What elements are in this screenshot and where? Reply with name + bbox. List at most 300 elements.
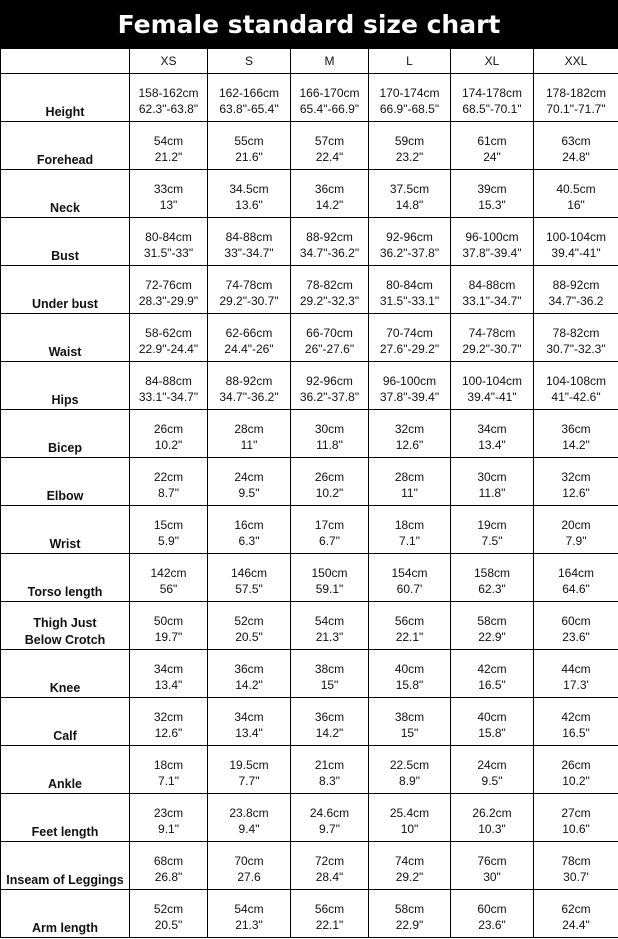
cm-value: 59cm (394, 134, 425, 148)
cm-value: 34cm (234, 710, 264, 724)
inch-value: 12.6" (562, 486, 590, 500)
size-value-cell (291, 650, 369, 698)
inch-value: 11" (240, 438, 258, 452)
cm-value: 26cm (153, 422, 184, 436)
inch-value: 22.9" (395, 918, 424, 932)
size-header: M (291, 49, 369, 74)
size-value-cell (369, 266, 451, 314)
size-value-cell (534, 842, 618, 890)
inch-value: 9.5" (238, 486, 260, 500)
measurement-label: Knee (1, 650, 130, 698)
cm-value: 58-62cm (145, 326, 192, 340)
size-value-cell (451, 650, 534, 698)
size-value-cell (534, 506, 618, 554)
size-value-cell (130, 170, 208, 218)
size-header-row (1, 49, 618, 74)
size-value-cell (130, 266, 208, 314)
table-row (1, 506, 618, 554)
cm-value: 17cm (314, 518, 345, 532)
measurement-label: Wrist (1, 506, 130, 554)
inch-value: 13" (159, 198, 178, 212)
measurement-label: Thigh Just Below Crotch (1, 602, 130, 650)
cm-value: 18cm (153, 758, 184, 772)
cm-value: 70cm (234, 854, 264, 868)
cm-value: 18cm (394, 518, 425, 532)
cm-value: 96-100cm (382, 374, 437, 388)
cm-value: 28cm (394, 470, 425, 484)
measurement-label: Hips (1, 362, 130, 410)
cm-value: 33cm (153, 182, 184, 196)
measurement-label: Height (1, 74, 130, 122)
cm-value: 22.5cm (389, 758, 430, 772)
size-value-cell (451, 602, 534, 650)
inch-value: 14.2" (235, 678, 263, 692)
cm-value: 61cm (477, 134, 507, 148)
table-row (1, 458, 618, 506)
cm-value: 66-70cm (306, 326, 353, 340)
inch-value: 15.3" (478, 198, 506, 212)
size-value-cell (369, 794, 451, 842)
cm-value: 84-88cm (145, 374, 192, 388)
size-value-cell (208, 122, 291, 170)
size-value-cell (369, 890, 451, 938)
inch-value: 26.8" (154, 870, 183, 884)
table-row (1, 746, 618, 794)
inch-value: 36.2"-37.8" (299, 390, 360, 404)
inch-value: 27.6"-29.2" (379, 342, 440, 356)
cm-value: 19.5cm (229, 758, 269, 772)
size-value-cell (534, 266, 618, 314)
size-value-cell (451, 218, 534, 266)
table-row (1, 698, 618, 746)
table-row (1, 554, 618, 602)
inch-value: 37.8"-39.4" (379, 390, 440, 404)
cm-value: 146cm (230, 566, 268, 580)
cm-value: 78cm (561, 854, 591, 868)
size-value-cell (534, 410, 618, 458)
measurement-label: Under bust (1, 266, 130, 314)
size-value-cell (130, 794, 208, 842)
size-value-cell (451, 794, 534, 842)
size-value-cell (291, 698, 369, 746)
size-value-cell (534, 314, 618, 362)
inch-value: 20.5" (154, 918, 183, 932)
size-value-cell (369, 698, 451, 746)
cm-value: 74cm (394, 854, 425, 868)
cm-value: 40cm (477, 710, 507, 724)
table-row (1, 842, 618, 890)
table-row (1, 218, 618, 266)
size-value-cell (369, 170, 451, 218)
cm-value: 104-108cm (545, 374, 607, 388)
inch-value: 33"-34.7" (224, 246, 274, 260)
cm-value: 34.5cm (229, 182, 269, 196)
size-value-cell (534, 794, 618, 842)
size-value-cell (208, 554, 291, 602)
size-value-cell (208, 458, 291, 506)
measurement-label: Calf (1, 698, 130, 746)
inch-value: 34.7"-36.2 (548, 294, 604, 308)
inch-value: 8.3" (319, 774, 340, 788)
inch-value: 16.5" (562, 726, 590, 740)
cm-value: 56cm (314, 902, 345, 916)
size-value-cell (130, 122, 208, 170)
inch-value: 19.7" (154, 630, 183, 644)
inch-value: 34.7"-36.2" (299, 246, 360, 260)
cm-value: 42cm (477, 662, 507, 676)
size-value-cell (369, 362, 451, 410)
inch-value: 13.4" (235, 726, 263, 740)
measurement-label: Ankle (1, 746, 130, 794)
cm-value: 96-100cm (465, 230, 519, 244)
cm-value: 170-174cm (379, 86, 440, 100)
inch-value: 10.2" (315, 486, 344, 500)
size-value-cell (451, 506, 534, 554)
inch-value: 31.5"-33.1" (379, 294, 440, 308)
inch-value: 16.5" (478, 678, 506, 692)
inch-value: 64.6" (562, 582, 590, 596)
inch-value: 31.5"-33" (143, 246, 194, 260)
size-value-cell (451, 698, 534, 746)
cm-value: 36cm (314, 182, 345, 196)
cm-value: 44cm (561, 662, 591, 676)
inch-value: 11.8" (316, 438, 343, 452)
inch-value: 7.9" (565, 534, 587, 548)
inch-value: 14.8" (395, 198, 424, 212)
cm-value: 62cm (561, 902, 591, 916)
size-value-cell (369, 314, 451, 362)
cm-value: 166-170cm (299, 86, 360, 100)
inch-value: 29.2"-30.7" (219, 294, 279, 308)
cm-value: 55cm (234, 134, 264, 148)
inch-value: 9.7" (319, 822, 340, 836)
inch-value: 10" (400, 822, 419, 836)
inch-value: 7.7" (238, 774, 260, 788)
cm-value: 80-84cm (145, 230, 192, 244)
cm-value: 88-92cm (225, 374, 273, 388)
size-value-cell (534, 890, 618, 938)
cm-value: 100-104cm (545, 230, 607, 244)
inch-value: 12.6" (154, 726, 183, 740)
size-value-cell (451, 122, 534, 170)
size-header: XS (130, 49, 208, 74)
size-value-cell (291, 218, 369, 266)
size-value-cell (208, 506, 291, 554)
size-value-cell (451, 362, 534, 410)
cm-value: 24cm (477, 758, 507, 772)
cm-value: 52cm (153, 902, 184, 916)
size-header: XL (451, 49, 534, 74)
cm-value: 74-78cm (225, 278, 273, 292)
inch-value: 27.6 (237, 870, 261, 884)
size-value-cell (291, 314, 369, 362)
inch-value: 21.3" (235, 918, 263, 932)
cm-value: 16cm (234, 518, 264, 532)
size-value-cell (451, 554, 534, 602)
size-value-cell (534, 74, 618, 122)
inch-value: 15" (400, 726, 419, 740)
header-corner (1, 49, 130, 74)
size-value-cell (369, 218, 451, 266)
inch-value: 22.4" (315, 150, 344, 164)
cm-value: 37.5cm (389, 182, 430, 196)
size-value-cell (534, 122, 618, 170)
cm-value: 70-74cm (386, 326, 433, 340)
cm-value: 58cm (394, 902, 425, 916)
size-value-cell (534, 554, 618, 602)
table-row (1, 314, 618, 362)
size-value-cell (451, 314, 534, 362)
cm-value: 92-96cm (306, 374, 353, 388)
size-value-cell (208, 890, 291, 938)
size-value-cell (208, 218, 291, 266)
inch-value: 13.6" (235, 198, 263, 212)
cm-value: 50cm (153, 614, 184, 628)
size-value-cell (291, 842, 369, 890)
inch-value: 30.7"-32.3" (546, 342, 606, 356)
measurement-label: Bust (1, 218, 130, 266)
inch-value: 22.1" (315, 918, 344, 932)
table-row (1, 602, 618, 650)
size-header: S (208, 49, 291, 74)
cm-value: 36cm (561, 422, 591, 436)
inch-value: 63.8"-65.4" (219, 102, 279, 116)
cm-value: 32cm (153, 710, 184, 724)
cm-value: 72-76cm (145, 278, 192, 292)
inch-value: 9.1" (158, 822, 179, 836)
size-value-cell (291, 890, 369, 938)
cm-value: 15cm (153, 518, 184, 532)
size-value-cell (291, 458, 369, 506)
inch-value: 66.9"-68.5" (379, 102, 440, 116)
cm-value: 40.5cm (556, 182, 596, 196)
inch-value: 39.4"-41" (551, 246, 601, 260)
table-row (1, 890, 618, 938)
inch-value: 10.2" (154, 438, 183, 452)
inch-value: 26"-27.6" (304, 342, 355, 356)
inch-value: 23.2" (395, 150, 424, 164)
table-row (1, 362, 618, 410)
cm-value: 27cm (561, 806, 591, 820)
size-value-cell (291, 410, 369, 458)
size-value-cell (291, 266, 369, 314)
cm-value: 54cm (314, 614, 345, 628)
table-row (1, 410, 618, 458)
inch-value: 30.7' (563, 870, 589, 884)
inch-value: 13.4" (154, 678, 183, 692)
size-value-cell (451, 890, 534, 938)
inch-value: 24.8" (562, 150, 590, 164)
size-value-cell (369, 842, 451, 890)
cm-value: 34cm (477, 422, 507, 436)
size-value-cell (208, 794, 291, 842)
cm-value: 19cm (477, 518, 507, 532)
size-value-cell (208, 362, 291, 410)
cm-value: 174-178cm (461, 86, 523, 100)
size-value-cell (534, 602, 618, 650)
cm-value: 76cm (477, 854, 507, 868)
size-value-cell (208, 842, 291, 890)
size-value-cell (534, 218, 618, 266)
cm-value: 62-66cm (225, 326, 273, 340)
inch-value: 22.1" (395, 630, 424, 644)
cm-value: 72cm (314, 854, 345, 868)
size-value-cell (451, 842, 534, 890)
size-header: L (369, 49, 451, 74)
size-value-cell (130, 842, 208, 890)
inch-value: 68.5"-70.1" (462, 102, 522, 116)
inch-value: 37.8"-39.4" (462, 246, 522, 260)
cm-value: 54cm (234, 902, 264, 916)
chart-title: Female standard size chart (0, 0, 618, 48)
inch-value: 7.5" (481, 534, 503, 548)
size-value-cell (208, 74, 291, 122)
cm-value: 28cm (234, 422, 264, 436)
cm-value: 92-96cm (386, 230, 433, 244)
size-value-cell (369, 458, 451, 506)
cm-value: 20cm (561, 518, 591, 532)
cm-value: 42cm (561, 710, 591, 724)
size-value-cell (291, 602, 369, 650)
size-value-cell (130, 458, 208, 506)
size-value-cell (369, 602, 451, 650)
inch-value: 24" (483, 150, 501, 164)
inch-value: 7.1" (399, 534, 420, 548)
size-value-cell (208, 746, 291, 794)
inch-value: 10.2" (562, 774, 590, 788)
inch-value: 33.1"-34.7" (138, 390, 199, 404)
size-value-cell (451, 170, 534, 218)
inch-value: 5.9" (158, 534, 179, 548)
inch-value: 62.3" (478, 582, 506, 596)
size-value-cell (130, 506, 208, 554)
cm-value: 24cm (234, 470, 264, 484)
measurement-label: Bicep (1, 410, 130, 458)
cm-value: 22cm (153, 470, 184, 484)
size-value-cell (208, 314, 291, 362)
cm-value: 25.4cm (389, 806, 430, 820)
size-value-cell (534, 170, 618, 218)
inch-value: 39.4"-41" (467, 390, 517, 404)
size-value-cell (451, 74, 534, 122)
size-value-cell (534, 362, 618, 410)
size-value-cell (291, 362, 369, 410)
table-row (1, 122, 618, 170)
size-value-cell (130, 218, 208, 266)
inch-value: 36.2"-37.8" (379, 246, 440, 260)
size-value-cell (291, 554, 369, 602)
cm-value: 158-162cm (138, 86, 199, 100)
cm-value: 56cm (394, 614, 425, 628)
cm-value: 52cm (234, 614, 264, 628)
inch-value: 28.4" (315, 870, 344, 884)
size-value-cell (451, 410, 534, 458)
size-value-cell (369, 746, 451, 794)
inch-value: 21.2" (154, 150, 183, 164)
inch-value: 9.4" (238, 822, 260, 836)
cm-value: 36cm (234, 662, 264, 676)
cm-value: 34cm (153, 662, 184, 676)
cm-value: 36cm (314, 710, 345, 724)
size-header: XXL (534, 49, 618, 74)
size-value-cell (291, 170, 369, 218)
size-value-cell (130, 554, 208, 602)
cm-value: 30cm (477, 470, 507, 484)
size-value-cell (130, 410, 208, 458)
inch-value: 11" (401, 486, 418, 500)
size-value-cell (534, 650, 618, 698)
measurement-label: Neck (1, 170, 130, 218)
inch-value: 28.3"-29.9" (138, 294, 199, 308)
cm-value: 40cm (394, 662, 425, 676)
cm-value: 154cm (391, 566, 428, 580)
inch-value: 14.2" (562, 438, 590, 452)
size-value-cell (534, 698, 618, 746)
size-value-cell (451, 458, 534, 506)
cm-value: 32cm (561, 470, 591, 484)
size-value-cell (451, 266, 534, 314)
cm-value: 38cm (394, 710, 425, 724)
cm-value: 84-88cm (225, 230, 273, 244)
size-value-cell (208, 650, 291, 698)
inch-value: 17.3' (563, 678, 589, 692)
inch-value: 8.7" (158, 486, 179, 500)
inch-value: 14.2" (315, 726, 344, 740)
cm-value: 23cm (153, 806, 184, 820)
cm-value: 88-92cm (552, 278, 600, 292)
measurement-label: Elbow (1, 458, 130, 506)
cm-value: 26.2cm (472, 806, 512, 820)
inch-value: 10.6" (562, 822, 590, 836)
inch-value: 29.2" (395, 870, 424, 884)
size-value-cell (130, 314, 208, 362)
inch-value: 29.2"-32.3" (299, 294, 360, 308)
inch-value: 22.9" (478, 630, 506, 644)
cm-value: 21cm (314, 758, 345, 772)
cm-value: 162-166cm (218, 86, 280, 100)
inch-value: 9.5" (481, 774, 503, 788)
inch-value: 13.4" (478, 438, 506, 452)
size-value-cell (369, 554, 451, 602)
size-value-cell (534, 458, 618, 506)
inch-value: 15" (320, 678, 339, 692)
cm-value: 54cm (153, 134, 184, 148)
size-value-cell (369, 506, 451, 554)
inch-value: 59.1" (315, 582, 344, 596)
inch-value: 34.7"-36.2" (219, 390, 279, 404)
cm-value: 60cm (561, 614, 591, 628)
inch-value: 56" (159, 582, 178, 596)
size-value-cell (208, 266, 291, 314)
size-value-cell (208, 170, 291, 218)
table-row (1, 74, 618, 122)
size-value-cell (369, 74, 451, 122)
measurement-label: Inseam of Leggings (1, 842, 130, 890)
size-value-cell (130, 698, 208, 746)
inch-value: 21.3" (315, 630, 344, 644)
inch-value: 8.9" (399, 774, 420, 788)
inch-value: 12.6" (395, 438, 424, 452)
inch-value: 21.6" (235, 150, 263, 164)
cm-value: 38cm (314, 662, 345, 676)
measurement-label: Arm length (1, 890, 130, 938)
cm-value: 23.8cm (229, 806, 269, 820)
table-row (1, 794, 618, 842)
inch-value: 6.3" (238, 534, 260, 548)
cm-value: 100-104cm (461, 374, 523, 388)
inch-value: 24.4" (562, 918, 590, 932)
inch-value: 16" (567, 198, 585, 212)
